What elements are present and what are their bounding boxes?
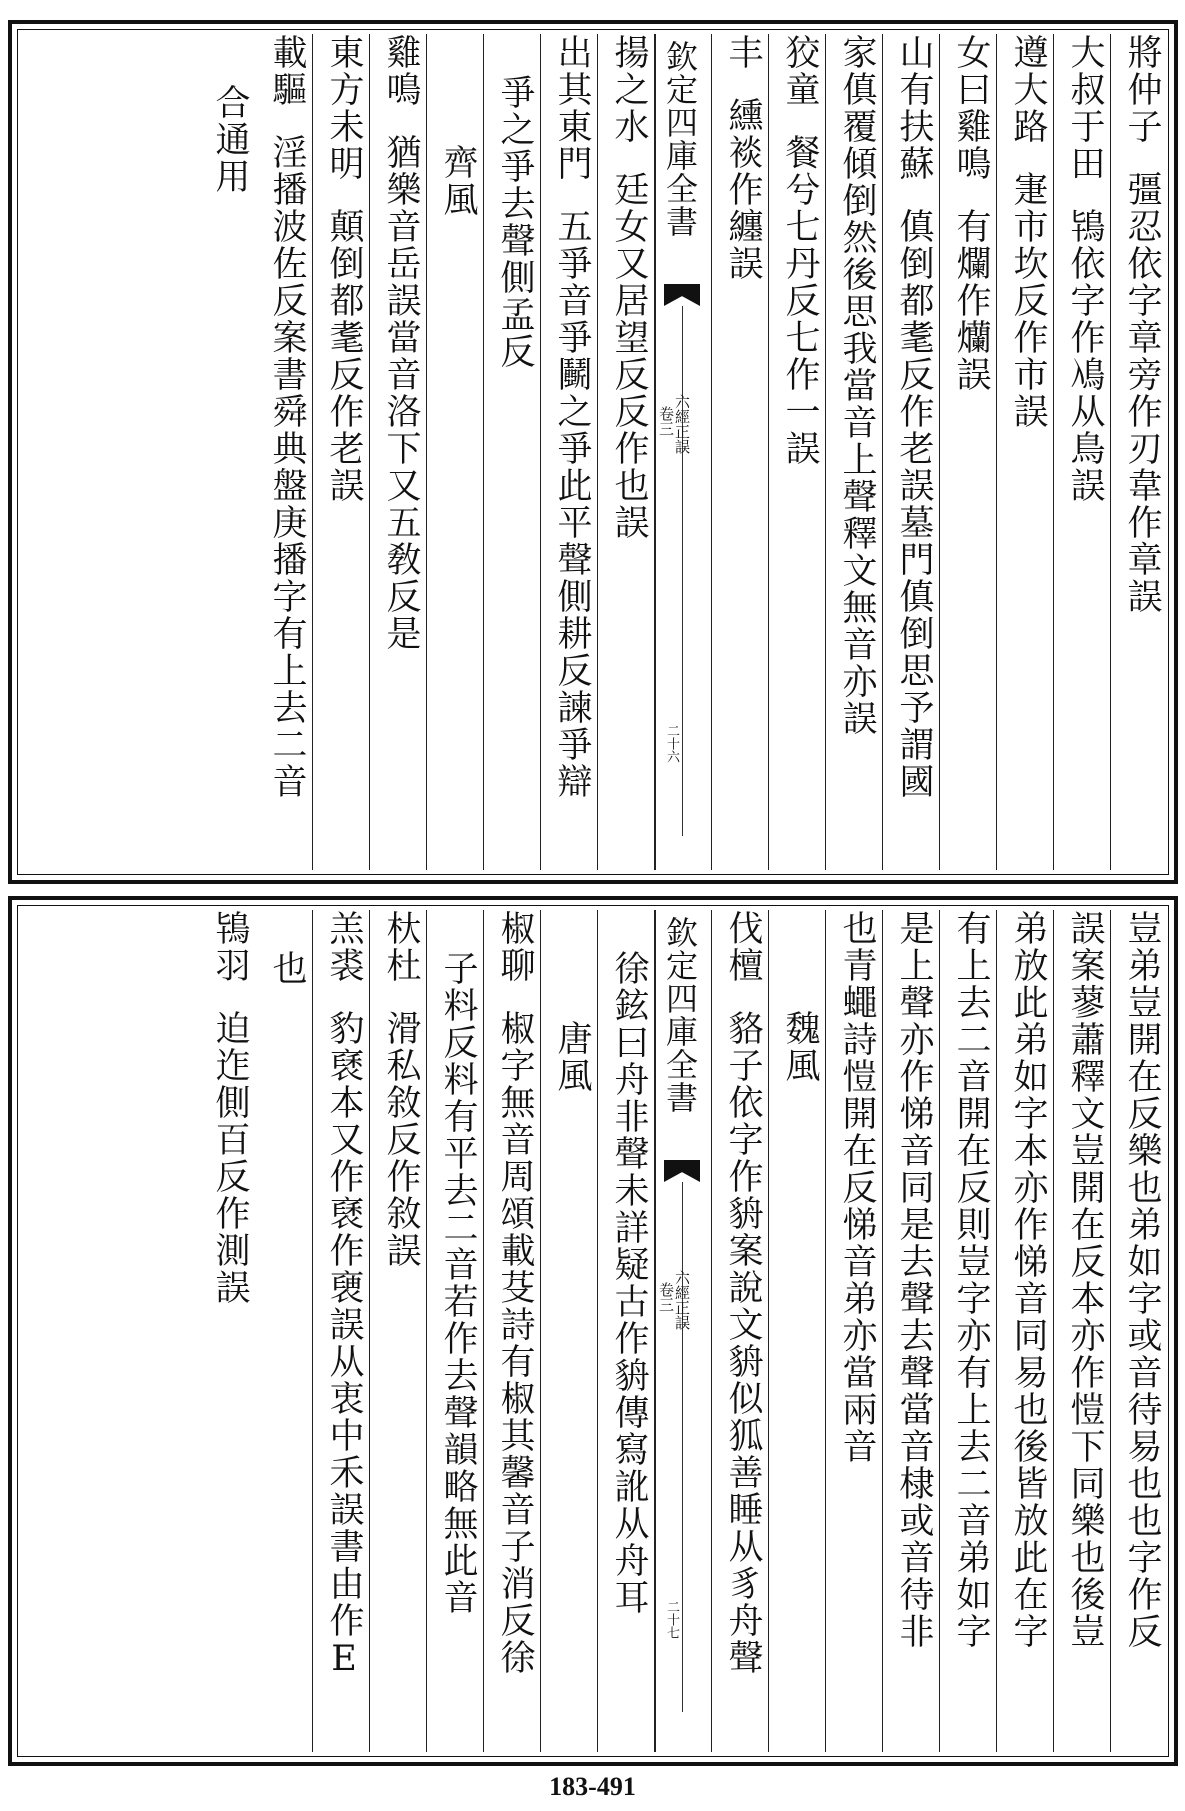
text-column: 將仲子彊忍依字章旁作刃韋作章誤 [1122, 34, 1162, 615]
text-column: 徐鉉曰舟非聲未詳疑古作貈傳寫訛从舟耳 [598, 910, 655, 1752]
text-column: 丰纁裧作纏誤 [712, 34, 769, 870]
text-column: 出其東門五爭音爭鬭之爭此平聲側耕反諫爭辯 [541, 34, 598, 870]
text-column: 大叔于田鴇依字作鳰从鳥誤 [1054, 34, 1111, 870]
text-column: 伐檀貉子依字作貈案說文貈似狐善睡从豸舟聲 [712, 910, 769, 1752]
text-column: 揚之水廷女又居望反反作也誤 [598, 34, 655, 870]
text-column: 合通用 [210, 84, 250, 195]
section-title: 六經正誤 [673, 1270, 691, 1330]
text-column: 子料反料有平去二音若作去聲韻略無此音 [427, 910, 484, 1752]
text-column: 雞鳴猶樂音岳誤當音洛下又五敎反是 [370, 34, 427, 870]
text-column: 女曰雞鳴有爛作爤誤 [940, 34, 997, 870]
fold-line [682, 1182, 683, 1712]
fold-line [682, 306, 683, 836]
text-column: 家傎覆傾倒然後思我當音上聲釋文無音亦誤 [826, 34, 883, 870]
center-fold-column [655, 34, 712, 870]
text-column: 也 [256, 910, 313, 1752]
text-column: 豈弟豈開在反樂也弟如字或音待易也也字作反 [1122, 910, 1162, 1650]
book-title: 欽定四庫全書 [661, 916, 699, 1114]
section-heading-column: 魏風 [769, 910, 826, 1752]
text-column: 椒聊椒字無音周頌載芟詩有椒其馨音子消反徐 [484, 910, 541, 1752]
text-column: 東方未明顛倒都耄反作老誤 [313, 34, 370, 870]
bottom-page-inner-frame [17, 905, 1169, 1757]
text-column: 山有扶蘇傎倒都耄反作老誤墓門傎倒思予謂國 [883, 34, 940, 870]
text-column: 也青蠅詩愷開在反悌音弟亦當兩音 [826, 910, 883, 1752]
text-column: 誤案蓼蕭釋文豈開在反本亦作愷下同樂也後豈 [1054, 910, 1111, 1752]
volume-label: 卷三 [657, 406, 675, 436]
bottom-page-frame [8, 896, 1178, 1766]
text-column: 狡童餐兮七丹反七作一誤 [769, 34, 826, 870]
text-column: 爭之爭去聲側孟反 [484, 34, 541, 870]
text-column: 鴇羽迫迮側百反作測誤 [210, 910, 250, 1306]
text-column: 載驅淫播波佐反案書舜典盤庚播字有上去二音 [256, 34, 313, 870]
fishtail-mark [664, 1160, 700, 1182]
folio-number: 二十六 [664, 724, 679, 763]
section-heading-column: 唐風 [541, 910, 598, 1752]
top-page-frame [8, 20, 1178, 884]
folio-number: 二十七 [664, 1600, 679, 1639]
volume-label: 卷三 [657, 1282, 675, 1312]
text-column: 羔裘豹褎本又作褎作褏誤从衷中禾誤書由作E [313, 910, 370, 1752]
top-page-inner-frame [17, 29, 1169, 875]
text-column: 遵大路寁市坎反作市誤 [997, 34, 1054, 870]
text-column: 有上去二音開在反則豈字亦有上去二音弟如字 [940, 910, 997, 1752]
book-title: 欽定四庫全書 [661, 40, 699, 238]
text-column: 杕杜滑私敘反作敘誤 [370, 910, 427, 1752]
section-heading-column: 齊風 [427, 34, 484, 870]
text-column: 是上聲亦作悌音同是去聲去聲當音棣或音待非 [883, 910, 940, 1752]
page-number: 183-491 [549, 1772, 636, 1801]
section-title: 六經正誤 [673, 394, 691, 454]
center-fold-column [655, 910, 712, 1752]
fishtail-mark [664, 284, 700, 306]
text-column: 弟放此弟如字本亦作悌音同易也後皆放此在字 [997, 910, 1054, 1752]
